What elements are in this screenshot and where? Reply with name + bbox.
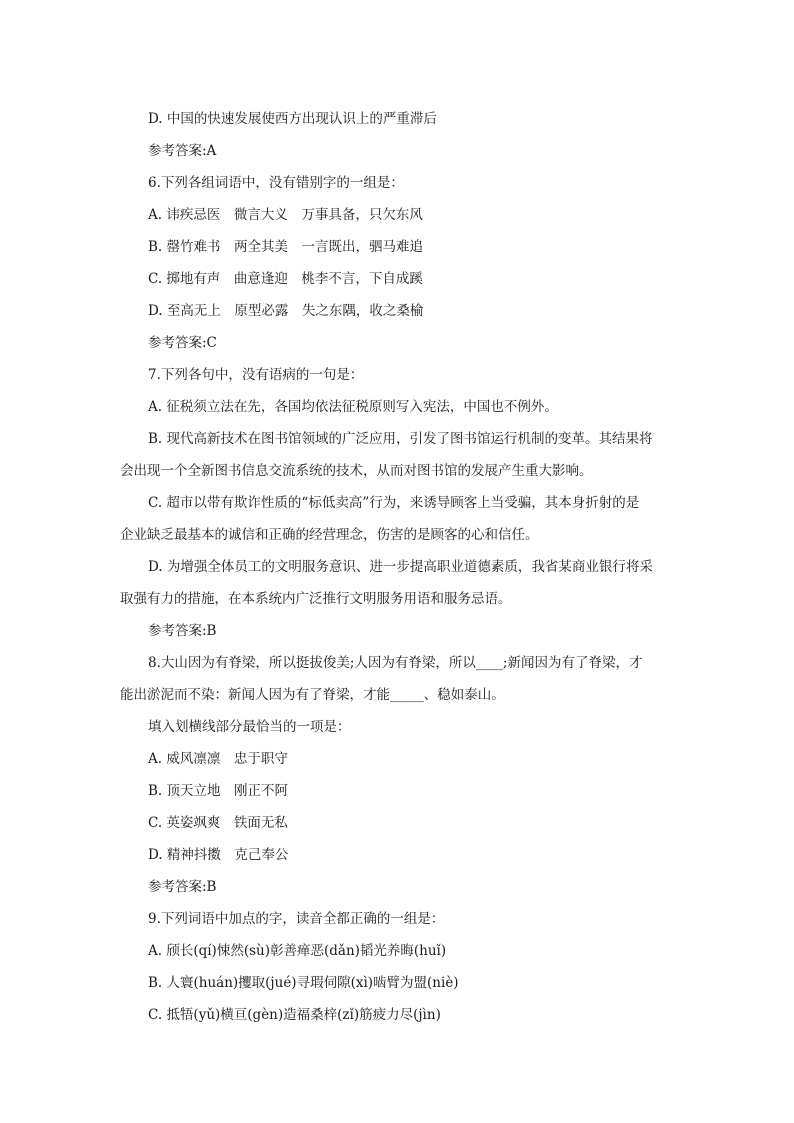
- option-d-q5: D. 中国的快速发展使西方出现认识上的严重滞后: [148, 111, 437, 127]
- option-c-q9: C. 抵牾(yǔ)横亘(gèn)造福桑梓(zǐ)筋疲力尽(jìn): [148, 1007, 441, 1023]
- option-b-q7: B. 现代高新技术在图书馆领域的广泛应用，引发了图书馆运行机制的变革。其结果将: [148, 431, 653, 447]
- option-d-q7: D. 为增强全体员工的文明服务意识、进一步提高职业道德素质，我省某商业银行将采: [148, 559, 653, 575]
- question-7: 7.下列各句中，没有语病的一句是：: [148, 367, 364, 383]
- question-8: 8.大山因为有脊梁，所以挺拔俊美;人因为有脊梁，所以____;新闻因为有了脊梁，才: [148, 655, 643, 671]
- answer-q5: 参考答案:A: [148, 143, 217, 159]
- option-a-q8: A. 威风凛凛 忠于职守: [148, 751, 288, 767]
- option-b-q6: B. 罄竹难书 两全其美 一言既出，驷马难追: [148, 239, 424, 255]
- option-d-q8: D. 精神抖擞 克己奉公: [148, 847, 289, 863]
- option-c-q6: C. 掷地有声 曲意逢迎 桃李不言，下自成蹊: [148, 271, 423, 287]
- option-d-q6: D. 至高无上 原型必露 失之东隅，收之桑榆: [148, 303, 424, 319]
- question-6: 6.下列各组词语中，没有错别字的一组是：: [148, 175, 404, 191]
- option-a-q9: A. 颀长(qí)悚然(sù)彰善瘅恶(dǎn)韬光养晦(huǐ): [148, 943, 447, 959]
- option-a-q7: A. 征税须立法在先，各国均依法征税原则写入宪法，中国也不例外。: [148, 399, 558, 415]
- option-c-q7: C. 超市以带有欺诈性质的“标低卖高”行为，来诱导顾客上当受骗，其本身折射的是: [148, 495, 640, 511]
- option-a-q6: A. 讳疾忌医 微言大义 万事具备，只欠东风: [148, 207, 423, 223]
- option-b-q8: B. 顶天立地 刚正不阿: [148, 783, 289, 799]
- question-8-prompt: 填入划横线部分最恰当的一项是：: [148, 719, 351, 735]
- question-9: 9.下列词语中加点的字，读音全都正确的一组是：: [148, 911, 445, 927]
- option-b-q7-cont: 会出现一个全新图书信息交流系统的技术，从而对图书馆的发展产生重大影响。: [120, 463, 593, 479]
- option-c-q8: C. 英姿飒爽 铁面无私: [148, 815, 288, 831]
- answer-q8: 参考答案:B: [148, 879, 217, 895]
- answer-q7: 参考答案:B: [148, 623, 217, 639]
- option-c-q7-cont: 企业缺乏最基本的诚信和正确的经营理念，伤害的是顾客的心和信任。: [120, 527, 539, 543]
- option-d-q7-cont: 取强有力的措施，在本系统内广泛推行文明服务用语和服务忌语。: [120, 591, 512, 607]
- question-8-cont: 能出淤泥而不染：新闻人因为有了脊梁，才能_____、稳如泰山。: [120, 687, 505, 703]
- option-b-q9: B. 人寰(huán)攫取(jué)寻瑕伺隙(xì)啮臂为盟(niè): [148, 975, 459, 991]
- answer-q6: 参考答案:C: [148, 335, 217, 351]
